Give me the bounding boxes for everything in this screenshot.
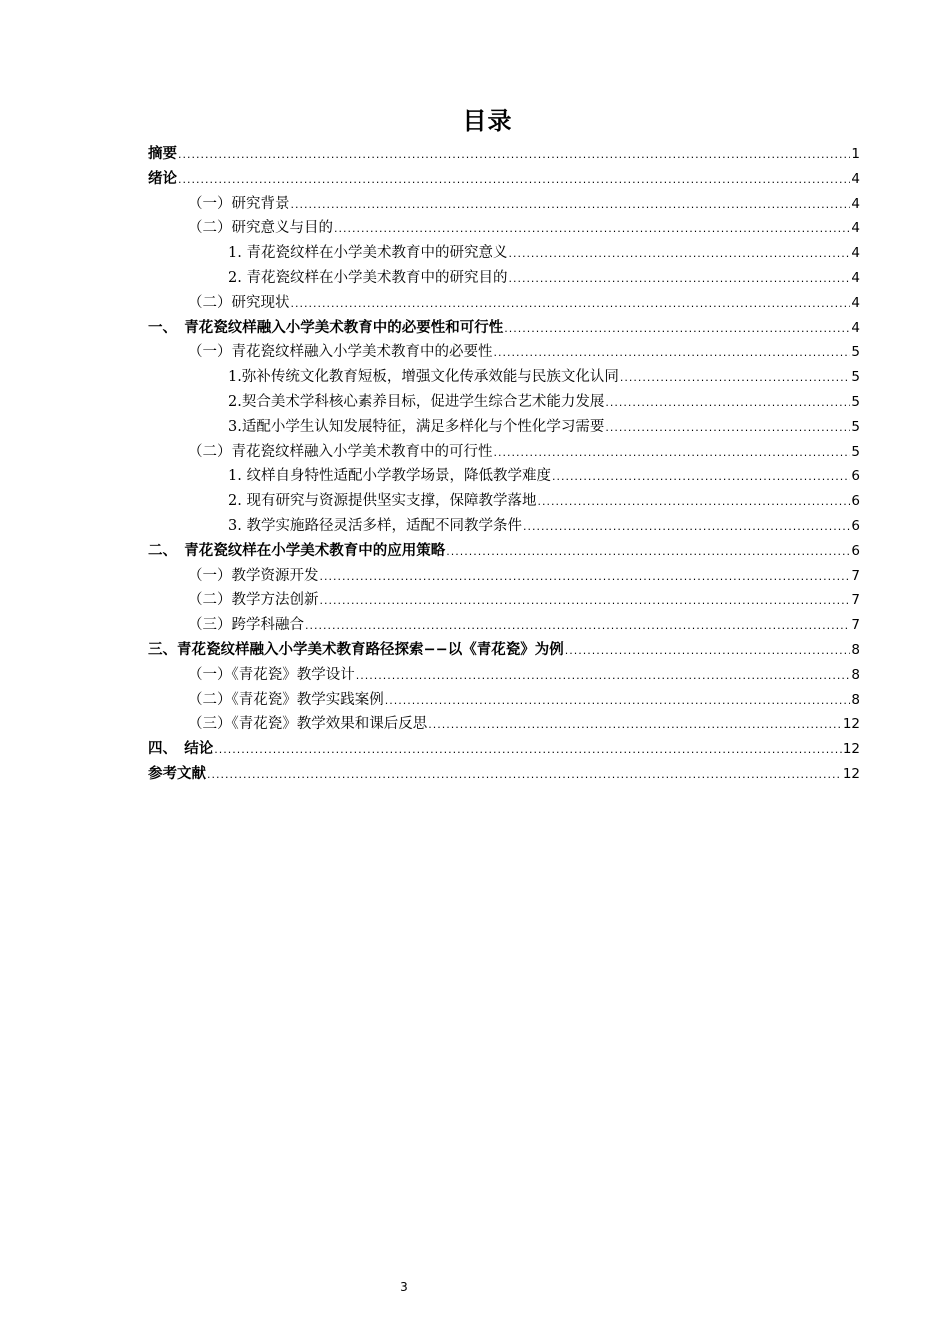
toc-entry[interactable]: [148, 514, 860, 539]
toc-entry-page: 6: [851, 468, 860, 485]
toc-entry-page: 4: [851, 170, 860, 187]
toc-entry-page: 4: [851, 220, 860, 237]
toc-entry[interactable]: [148, 762, 860, 787]
toc-entry-title: 2. 现有研究与资源提供坚实支撑，保障教学落地: [228, 493, 537, 510]
toc-entry-title: 3. 教学实施路径灵活多样，适配不同教学条件: [228, 517, 522, 534]
toc-dot-leader: [291, 292, 851, 317]
toc-entry-page: 8: [851, 666, 860, 683]
toc-entry[interactable]: [148, 340, 860, 365]
toc-title: 目录: [462, 107, 513, 135]
toc-dot-leader: [320, 565, 851, 590]
toc-dot-leader: [320, 589, 851, 614]
page-number: 3: [400, 1280, 408, 1294]
toc-entry-page: 7: [851, 617, 860, 634]
toc-dot-leader: [605, 416, 850, 441]
toc-dot-leader: [428, 713, 842, 738]
toc-dot-leader: [385, 689, 851, 714]
toc-entry-title: 2. 青花瓷纹样在小学美术教育中的研究目的: [228, 269, 508, 286]
toc-entry-page: 4: [851, 319, 860, 336]
toc-dot-leader: [552, 465, 850, 490]
toc-entry-title: （二）青花瓷纹样融入小学美术教育中的可行性: [188, 443, 493, 460]
toc-entry[interactable]: [148, 192, 860, 217]
toc-entry-title: （一）青花瓷纹样融入小学美术教育中的必要性: [188, 344, 493, 361]
toc-entry[interactable]: [148, 167, 860, 192]
toc-entry[interactable]: [148, 390, 860, 415]
toc-entry[interactable]: [148, 663, 860, 688]
toc-entry-page: 5: [851, 418, 860, 435]
toc-entry-title: （二）研究现状: [188, 294, 290, 311]
toc-entry-title: （二）教学方法创新: [188, 592, 319, 609]
toc-dot-leader: [494, 441, 851, 466]
toc-entry-page: 1: [851, 146, 860, 162]
toc-dot-leader: [305, 614, 850, 639]
toc-entry[interactable]: [148, 216, 860, 241]
toc-entry-title: （三）《青花瓷》教学效果和课后反思: [188, 716, 428, 733]
toc-entry-title: （二）《青花瓷》教学实践案例: [188, 691, 384, 708]
toc-entry[interactable]: [148, 564, 860, 589]
toc-entry-page: 5: [851, 344, 860, 361]
toc-entry[interactable]: [148, 266, 860, 291]
toc-dot-leader: [565, 639, 851, 664]
toc-entry-title: 四、 结论: [148, 741, 214, 758]
toc-entry-page: 12: [842, 741, 860, 758]
toc-dot-leader: [446, 540, 850, 565]
toc-dot-leader: [508, 242, 850, 267]
toc-entry-page: 7: [851, 592, 860, 609]
toc-entry[interactable]: [148, 613, 860, 638]
toc-entry[interactable]: [148, 291, 860, 316]
toc-entry-title: （二）研究意义与目的: [188, 220, 333, 237]
toc-entry[interactable]: [148, 415, 860, 440]
toc-entry-page: 6: [851, 517, 860, 534]
toc-dot-leader: [178, 168, 850, 193]
toc-entry[interactable]: [148, 638, 860, 663]
toc-entry-title: 1. 纹样自身特性适配小学教学场景，降低教学难度: [228, 468, 551, 485]
toc-entry-page: 5: [851, 369, 860, 386]
toc-entry[interactable]: [148, 712, 860, 737]
toc-entry[interactable]: [148, 464, 860, 489]
toc-entry-page: 4: [851, 195, 860, 212]
toc-entry-title: 3.适配小学生认知发展特征，满足多样化与个性化学习需要: [228, 418, 605, 435]
toc-entry[interactable]: [148, 365, 860, 390]
toc-entry[interactable]: [148, 688, 860, 713]
toc-entry[interactable]: [148, 316, 860, 341]
toc-entry-page: 12: [842, 765, 860, 782]
toc-entry-page: 12: [842, 716, 860, 733]
toc-entry-page: 6: [851, 542, 860, 559]
toc-entry-title: 绪论: [148, 170, 177, 187]
toc-entry-title: 1.弥补传统文化教育短板，增强文化传承效能与民族文化认同: [228, 369, 619, 386]
toc-dot-leader: [494, 341, 851, 366]
toc-entry[interactable]: [148, 539, 860, 564]
toc-entry[interactable]: [148, 737, 860, 762]
toc-entry-page: 5: [851, 393, 860, 410]
toc-dot-leader: [207, 763, 842, 788]
toc-entry[interactable]: [148, 440, 860, 465]
toc-entry[interactable]: [148, 142, 860, 167]
toc-entry-title: （三）跨学科融合: [188, 617, 304, 634]
toc-entry-title: 参考文献: [148, 765, 206, 782]
toc-dot-leader: [291, 193, 851, 218]
toc-entry-page: 4: [851, 294, 860, 311]
toc-entry-page: 8: [851, 641, 860, 658]
toc-dot-leader: [334, 217, 850, 242]
toc-entry[interactable]: [148, 489, 860, 514]
toc-entry-title: （一）研究背景: [188, 195, 290, 212]
toc-dot-leader: [214, 738, 842, 763]
toc-entry-page: 5: [851, 443, 860, 460]
toc-dot-leader: [508, 267, 850, 292]
toc-entry-page: 6: [851, 493, 860, 510]
toc-entry-title: 二、 青花瓷纹样在小学美术教育中的应用策略: [148, 542, 446, 559]
toc-entry-title: （一）教学资源开发: [188, 567, 319, 584]
toc-entry[interactable]: [148, 241, 860, 266]
toc-dot-leader: [356, 664, 851, 689]
toc-dot-leader: [620, 366, 851, 391]
toc-entry-title: 摘要: [148, 146, 177, 162]
toc-entry-page: 4: [851, 245, 860, 262]
toc-entry-title: 1. 青花瓷纹样在小学美术教育中的研究意义: [228, 245, 508, 262]
toc-dot-leader: [504, 317, 850, 342]
toc-entry-title: （一）《青花瓷》教学设计: [188, 666, 355, 683]
toc-entry-page: 7: [851, 567, 860, 584]
table-of-contents: [148, 142, 860, 787]
toc-dot-leader: [523, 515, 850, 540]
toc-entry-page: 8: [851, 691, 860, 708]
toc-dot-leader: [178, 143, 850, 168]
toc-entry[interactable]: [148, 588, 860, 613]
toc-entry-title: 一、 青花瓷纹样融入小学美术教育中的必要性和可行性: [148, 319, 504, 336]
toc-entry-title: 2.契合美术学科核心素养目标，促进学生综合艺术能力发展: [228, 393, 605, 410]
toc-entry-page: 4: [851, 269, 860, 286]
toc-entry-title: 三、青花瓷纹样融入小学美术教育路径探索−−以《青花瓷》为例: [148, 641, 564, 658]
toc-dot-leader: [605, 391, 850, 416]
toc-dot-leader: [537, 490, 850, 515]
